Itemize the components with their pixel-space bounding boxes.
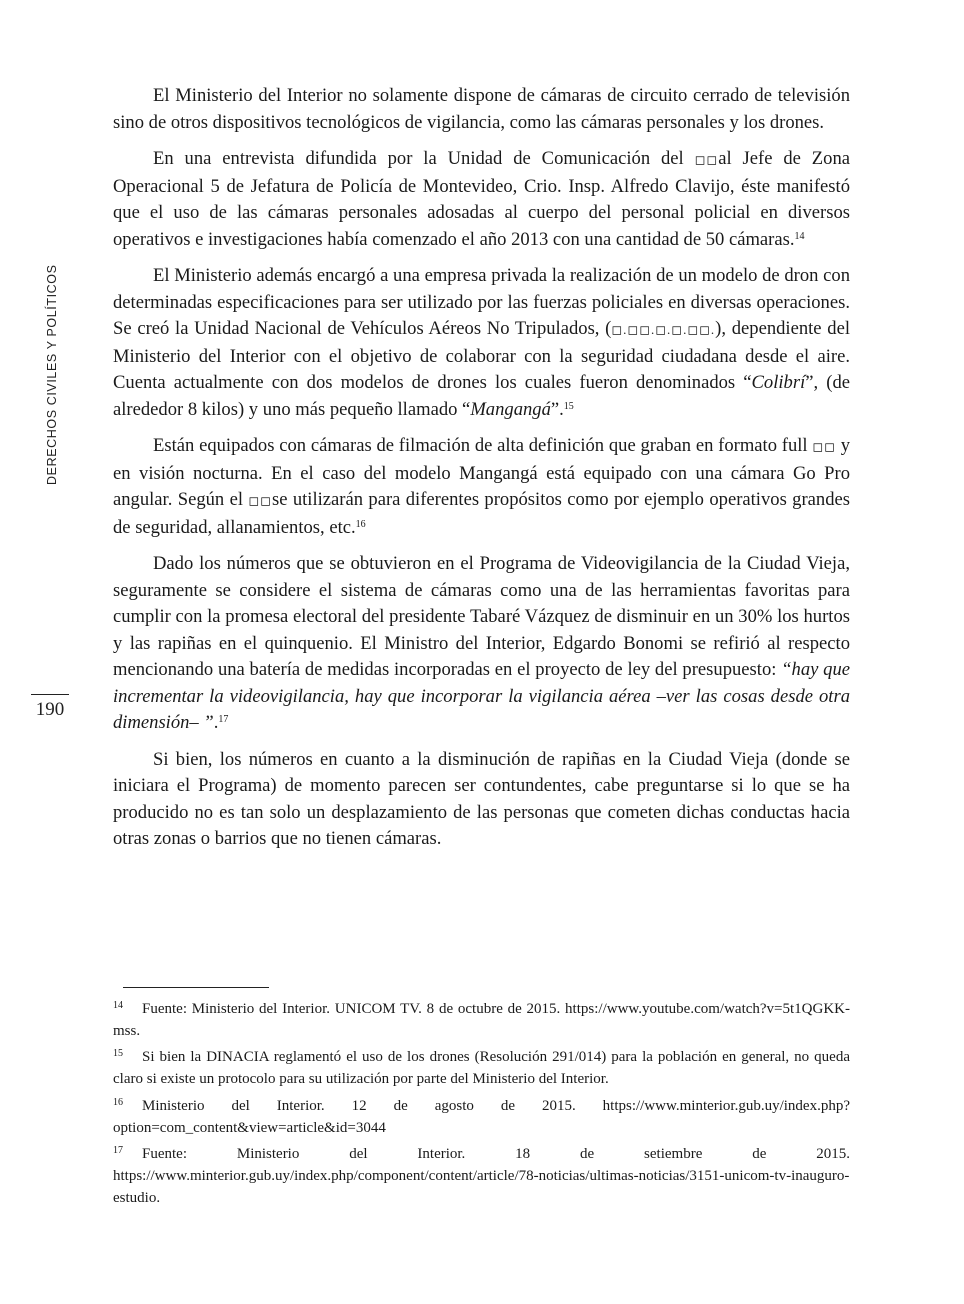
- minister-quote: “hay que incrementar la videovigilancia, hay que incorporar la vigilancia aérea –ver las cosas desde otra dimensión– ”: [113, 659, 850, 733]
- footnote-14: [113, 995, 850, 1042]
- missing-glyph-acronym: ◻◻: [812, 439, 836, 454]
- paragraph-4-text-b: y en visión nocturna. En el caso del modelo Mangangá está equipado con una cámara Go Pro angular. Según el: [113, 435, 850, 510]
- footnote-text: Si bien la DINACIA reglamentó el uso de los drones (Resolución 291/014) para la población en general, no queda claro si existe un protocolo para su utilización por parte del Ministerio del Interior.: [113, 1049, 850, 1088]
- page-number: 190: [35, 699, 65, 720]
- paragraph-4-text-a: Están equipados con cámaras de filmación de alta definición que graban en formato full: [153, 435, 813, 456]
- footnote-17: [113, 1140, 850, 1209]
- paragraph-3-text-b: ), dependiente del Ministerio del Interior con el objetivo de colaborar con la seguridad ciudadana desde el aire. Cuenta actualmente con dos modelos de drones los cuales fueron denominados “: [113, 318, 850, 393]
- paragraph-1: [113, 83, 850, 136]
- footnote-number: 17: [113, 1145, 123, 1157]
- paragraph-5-text-b: .: [213, 712, 219, 733]
- paragraph-2-text-b: al Jefe de Zona Operacional 5 de Jefatura de Policía de Montevideo, Crio. Insp. Alfredo Clavijo, éste manifestó que el uso de las cámaras personales adosadas al cuerpo del personal policial en diversos operativos e investigaciones había comenzado el año 2013 con una cantidad de 50 cámaras.: [113, 148, 851, 250]
- footnote-ref-15[interactable]: 15: [563, 400, 574, 412]
- footnotes: [113, 995, 850, 1210]
- footnote-15: [113, 1043, 850, 1090]
- missing-glyph-acronym: ◻.◻◻.◻.◻.◻◻.: [611, 322, 716, 337]
- page-number-rule: [31, 694, 69, 695]
- footnote-16: [113, 1092, 850, 1139]
- footnote-ref-17[interactable]: 17: [218, 714, 229, 725]
- footnote-separator: [123, 987, 269, 988]
- footnote-ref-16[interactable]: 16: [355, 518, 366, 530]
- footnote-ref-14[interactable]: 14: [794, 230, 805, 242]
- paragraph-6-text: Si bien, los números en cuanto a la disminución de rapiñas en la Ciudad Vieja (donde se iniciara el Programa) de momento parecen ser contundentes, cabe preguntarse si lo que se ha producido no es tan solo un desplazamiento de las personas que cometen dichas conductas hacia otras zonas o barrios que no tienen cámaras.: [113, 748, 850, 849]
- paragraph-2-text-a: En una entrevista difundida por la Unidad de Comunicación del: [153, 148, 695, 169]
- drone-name-manganga: Mangangá: [470, 398, 551, 420]
- missing-glyph-acronym: ◻◻: [694, 152, 719, 167]
- running-section-label: DERECHOS CIVILES Y POLÍTICOS: [45, 264, 59, 485]
- footnote-number: 14: [113, 1000, 123, 1011]
- paragraph-4-text-c: se utilizarán para diferentes propósitos como por ejemplo operativos grandes de seguridad, allanamientos, etc.: [113, 489, 850, 538]
- footnote-text[interactable]: Fuente: Ministerio del Interior. UNICOM TV. 8 de octubre de 2015. https://www.youtube.com/watch?v=5t1QGKK-mss.: [113, 1001, 850, 1039]
- footnote-number: 15: [113, 1048, 123, 1060]
- paragraph-4: [113, 433, 850, 541]
- main-text: [113, 83, 850, 863]
- paragraph-2: [113, 146, 850, 253]
- paragraph-3: [113, 263, 850, 423]
- paragraph-5-text-a: Dado los números que se obtuvieron en el Programa de Videovigilancia de la Ciudad Vieja, seguramente se considere el sistema de cámaras como una de las herramientas favoritas para cumplir con la promesa electoral del presidente Tabaré Vázquez de disminuir en un 30% los hurtos y las rapiñas en el quinquenio. El Ministro del Interior, Edgardo Bonomi se refirió al respecto mencionando una batería de medidas incorporadas en el proyecto de ley del presupuesto:: [113, 553, 850, 680]
- paragraph-1-text: El Ministerio del Interior no solamente dispone de cámaras de circuito cerrado de televisión sino de otros dispositivos tecnológicos de vigilancia, como las cámaras personales y los drones.: [113, 85, 850, 133]
- missing-glyph-acronym: ◻◻: [248, 493, 272, 508]
- paragraph-3-text-a: El Ministerio además encargó a una empresa privada la realización de un modelo de dron con determinadas especificaciones para ser utilizado por las fuerzas policiales en diversas operaciones. Se creó la Unidad Nacional de Vehículos Aéreos No Tripulados, (: [113, 265, 850, 339]
- drone-name-colibri: Colibrí: [751, 372, 806, 393]
- paragraph-3-text-c: ”, (de alrededor 8 kilos) y uno más pequeño llamado “: [113, 372, 850, 420]
- paragraph-3-text-d: ”.: [550, 398, 564, 420]
- paragraph-6: [113, 747, 850, 853]
- footnote-text[interactable]: Ministerio del Interior. 12 de agosto de 2015. https://www.minterior.gub.uy/index.php?option=com_content&view=article&id=3044: [113, 1097, 850, 1136]
- footnote-text[interactable]: Fuente: Ministerio del Interior. 18 de setiembre de 2015. https://www.minterior.gub.uy/index.php/component/content/article/78-noticias/ultimas-noticias/3151-unicom-tv-inauguro-estudio.: [113, 1146, 850, 1206]
- paragraph-5: [113, 551, 850, 737]
- footnote-number: 16: [113, 1096, 123, 1108]
